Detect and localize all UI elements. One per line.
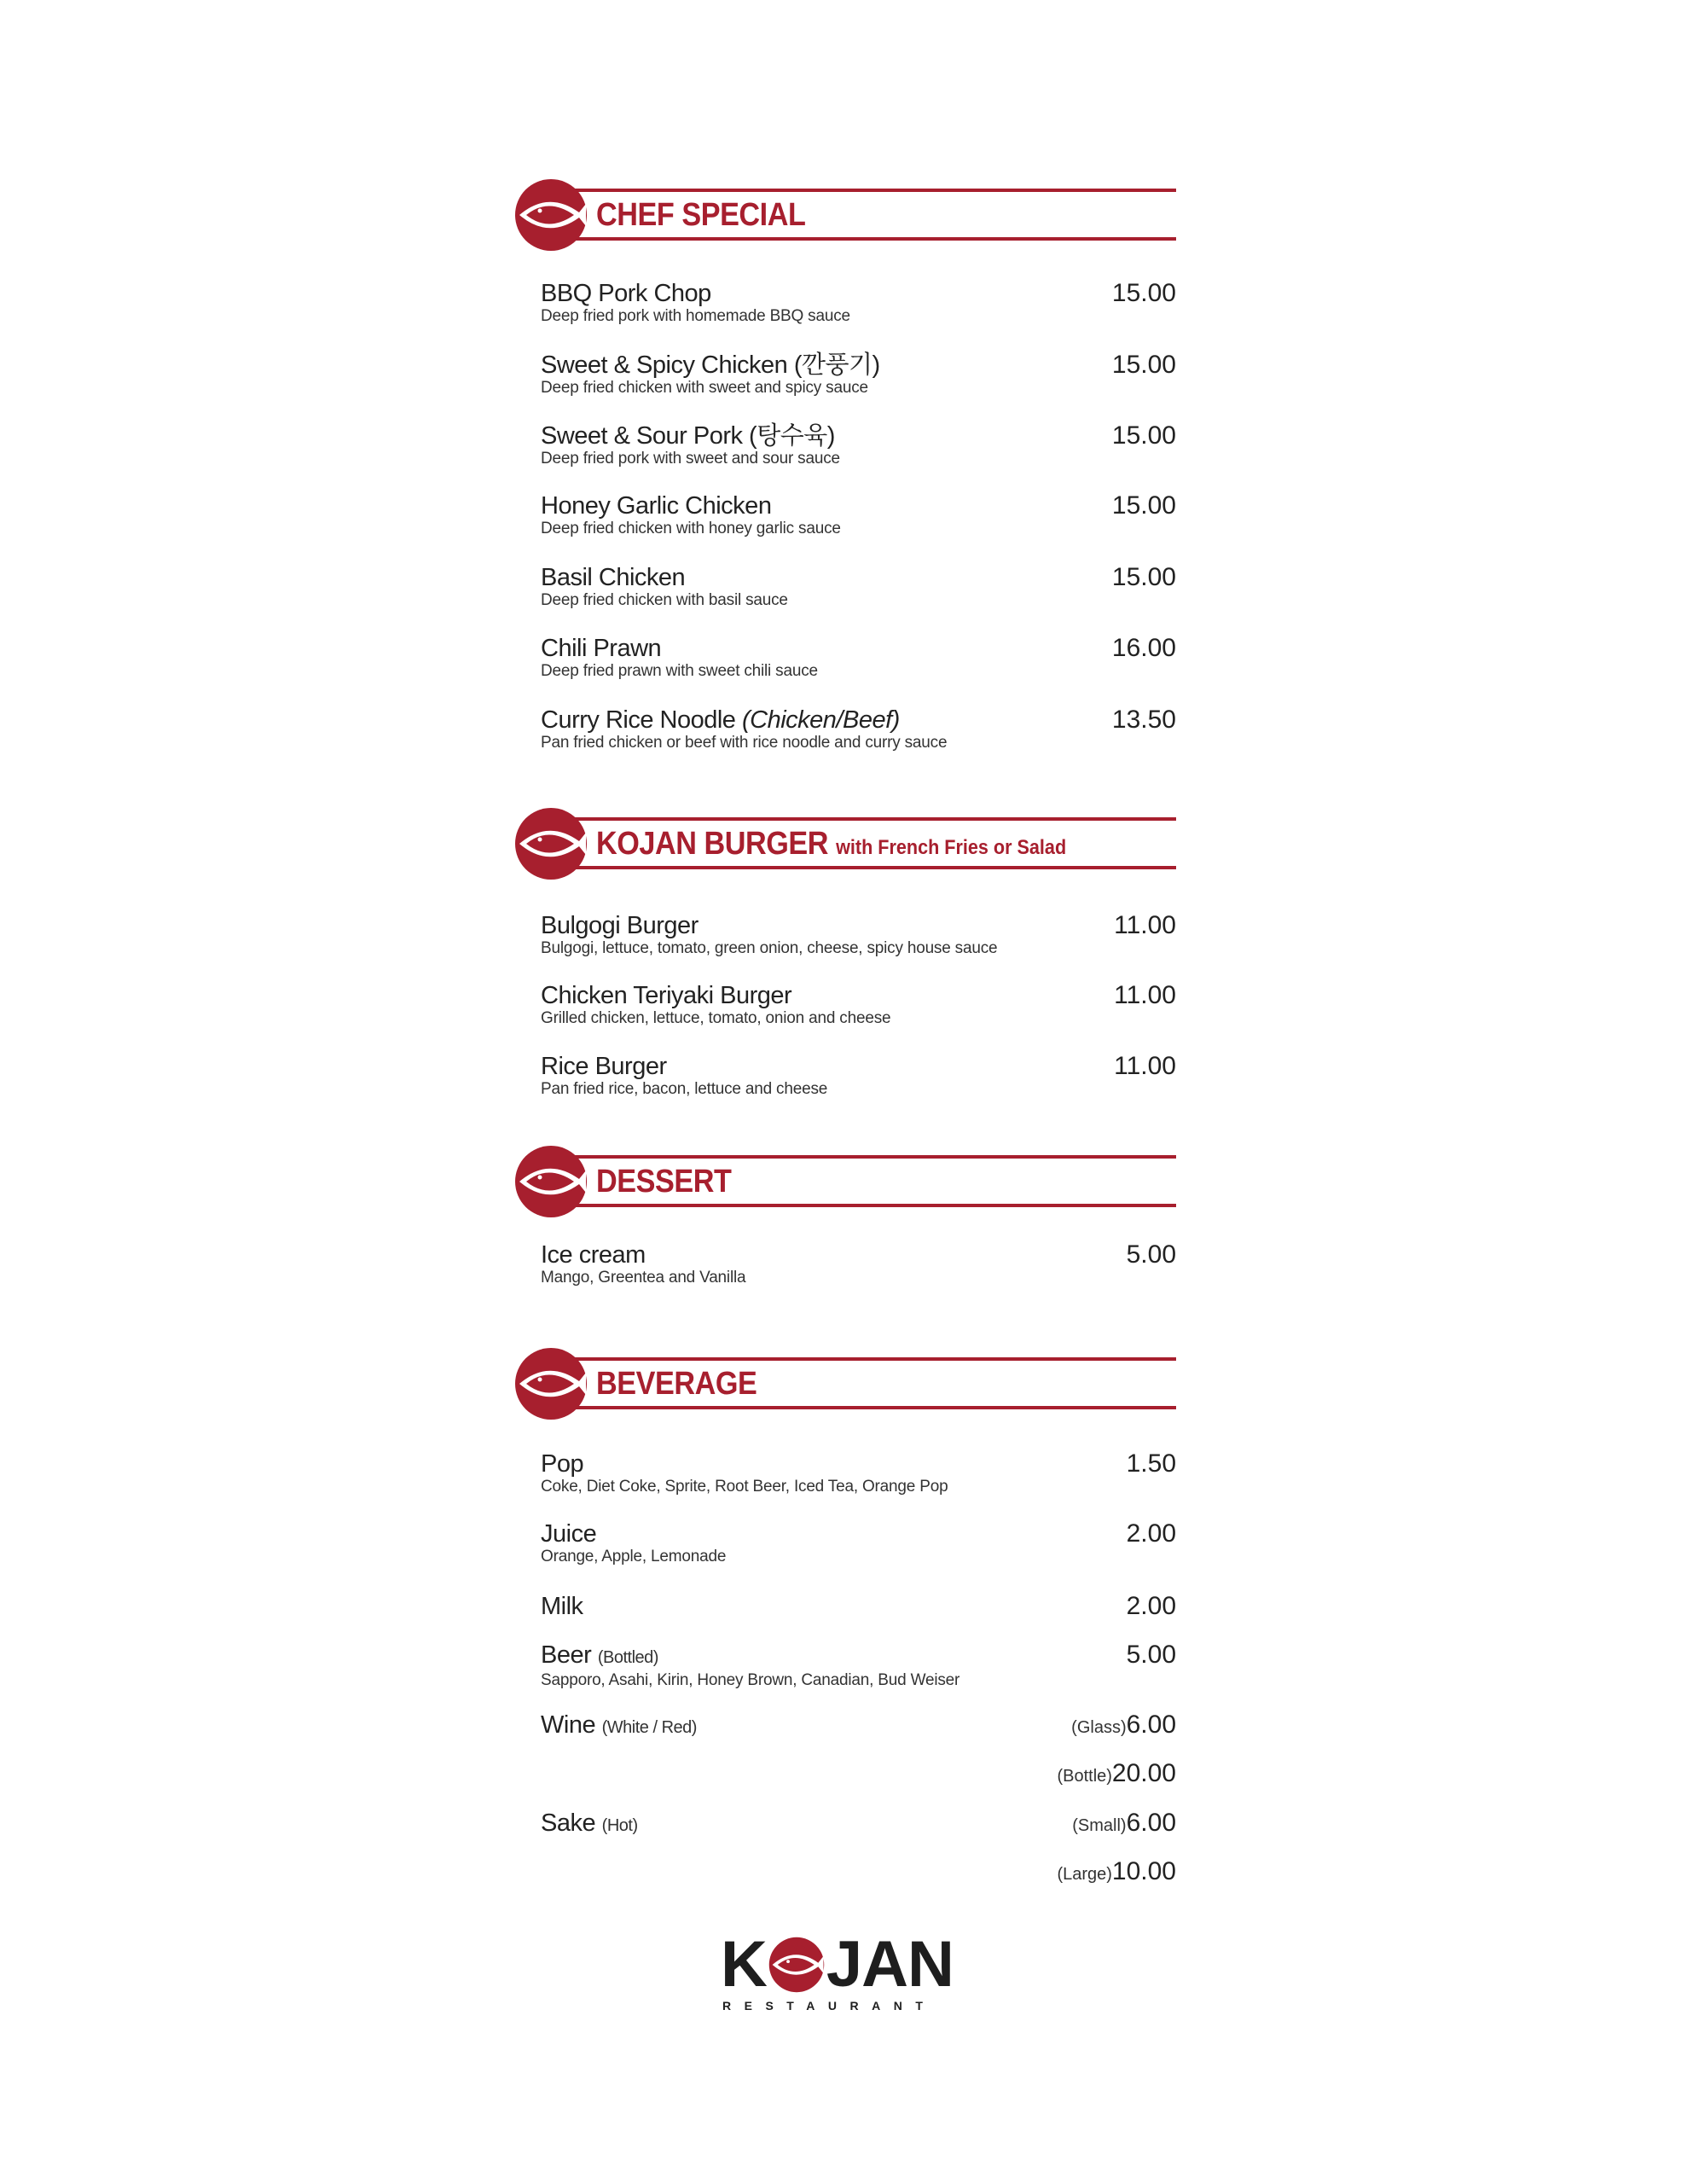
item-price: 13.50 [1111, 706, 1176, 734]
divider [548, 237, 1176, 241]
item-price: 15.00 [1111, 491, 1176, 520]
menu-item [541, 1241, 1176, 1287]
menu-item [541, 706, 1176, 752]
menu-item [541, 1450, 1176, 1496]
item-note: (Bottled) [597, 1648, 658, 1667]
item-price: 11.00 [1114, 911, 1176, 939]
item-name: Pop [541, 1450, 584, 1478]
item-name: Milk [541, 1593, 583, 1620]
item-name: BBQ Pork Chop [541, 280, 711, 307]
item-desc: Deep fried prawn with sweet chili sauce [541, 662, 818, 680]
divider [548, 866, 1176, 869]
divider [548, 189, 1176, 192]
item-name: Sweet & Spicy Chicken (깐풍기) [541, 351, 880, 379]
menu-item [541, 1593, 1176, 1620]
item-price: (Small)6.00 [1072, 1809, 1176, 1837]
kojan-logo: K JAN RESTAURANT [721, 1932, 959, 2013]
item-name: Ice cream [541, 1241, 646, 1269]
item-desc: Grilled chicken, lettuce, tomato, onion and cheese [541, 1009, 891, 1027]
item-name: Basil Chicken [541, 564, 686, 591]
item-name: Curry Rice Noodle [541, 706, 742, 734]
menu-item [541, 912, 1176, 958]
menu-item [541, 982, 1176, 1028]
item-name: Wine [541, 1711, 596, 1739]
divider [548, 1357, 1176, 1361]
fish-icon [514, 1145, 588, 1218]
item-name: Chicken Teriyaki Burger [541, 982, 792, 1009]
section-header-beverage [514, 1347, 1176, 1424]
menu-item [541, 1809, 1176, 1839]
fish-icon [768, 1937, 825, 1993]
menu-item [541, 1711, 1176, 1741]
item-desc: Deep fried chicken with basil sauce [541, 591, 788, 609]
item-price: 2.00 [1126, 1592, 1176, 1620]
item-name: Juice [541, 1520, 597, 1548]
item-desc: Orange, Apple, Lemonade [541, 1548, 727, 1565]
item-desc: Deep fried pork with sweet and sour sauce [541, 450, 840, 468]
item-desc: Deep fried pork with homemade BBQ sauce [541, 307, 850, 325]
menu-item [541, 422, 1176, 468]
item-desc: Sapporo, Asahi, Kirin, Honey Brown, Canadian, Bud Weiser [541, 1671, 960, 1689]
section-title: DESSERT [596, 1164, 732, 1199]
item-name: Beer [541, 1641, 592, 1669]
section-title: KOJAN BURGER with French Fries or Salad [596, 826, 1067, 862]
item-price: 11.00 [1114, 1052, 1176, 1080]
item-name: Rice Burger [541, 1053, 667, 1080]
menu-item [541, 280, 1176, 326]
fish-icon [514, 1347, 588, 1420]
item-price: 15.00 [1111, 351, 1176, 379]
item-desc: Bulgogi, lettuce, tomato, green onion, cheese, spicy house sauce [541, 939, 998, 957]
item-price: 16.00 [1111, 634, 1176, 662]
item-desc: Coke, Diet Coke, Sprite, Root Beer, Iced Tea, Orange Pop [541, 1478, 948, 1496]
item-desc: Mango, Greentea and Vanilla [541, 1269, 746, 1287]
divider [548, 1204, 1176, 1207]
menu-item [541, 564, 1176, 610]
item-name: Sake [541, 1809, 596, 1837]
item-price: (Bottle)20.00 [1057, 1759, 1176, 1787]
section-header-dessert [514, 1145, 1176, 1222]
item-name-note: (Chicken/Beef) [741, 706, 900, 734]
section-subtitle: with French Fries or Salad [836, 836, 1067, 859]
item-name: Chili Prawn [541, 635, 662, 662]
item-price: (Large)10.00 [1057, 1857, 1176, 1885]
item-price: 5.00 [1126, 1240, 1176, 1269]
menu-item [541, 1053, 1176, 1099]
item-name: Honey Garlic Chicken [541, 492, 772, 520]
fish-icon [514, 807, 588, 880]
section-title: BEVERAGE [596, 1366, 757, 1402]
divider [548, 817, 1176, 821]
item-note: (White / Red) [601, 1718, 697, 1737]
item-price: 15.00 [1111, 563, 1176, 591]
logo-tagline: RESTAURANT [722, 1999, 936, 2013]
item-name: Bulgogi Burger [541, 912, 699, 939]
divider [548, 1406, 1176, 1409]
item-desc: Deep fried chicken with sweet and spicy sauce [541, 379, 868, 397]
fish-icon [514, 178, 588, 252]
item-desc: Pan fried rice, bacon, lettuce and cheese [541, 1080, 828, 1098]
item-desc: Pan fried chicken or beef with rice noodle and curry sauce [541, 734, 948, 752]
item-desc: Deep fried chicken with honey garlic sauce [541, 520, 841, 537]
section-header-chef-special [514, 178, 1176, 255]
item-price: 15.00 [1111, 421, 1176, 450]
menu-item [541, 351, 1176, 398]
menu-item [541, 492, 1176, 538]
menu-item [541, 635, 1176, 681]
item-name: Sweet & Sour Pork (탕수육) [541, 422, 835, 450]
item-price: 5.00 [1126, 1641, 1176, 1669]
item-price: (Glass)6.00 [1071, 1711, 1176, 1739]
menu-item [541, 1520, 1176, 1566]
section-header-kojan-burger [514, 807, 1176, 884]
divider [548, 1155, 1176, 1159]
item-price: 11.00 [1114, 981, 1176, 1009]
item-price: 1.50 [1126, 1449, 1176, 1478]
item-note: (Hot) [601, 1816, 638, 1835]
item-price: 15.00 [1111, 279, 1176, 307]
item-price: 2.00 [1126, 1519, 1176, 1548]
section-title: CHEF SPECIAL [596, 197, 806, 233]
menu-item [541, 1641, 1176, 1690]
